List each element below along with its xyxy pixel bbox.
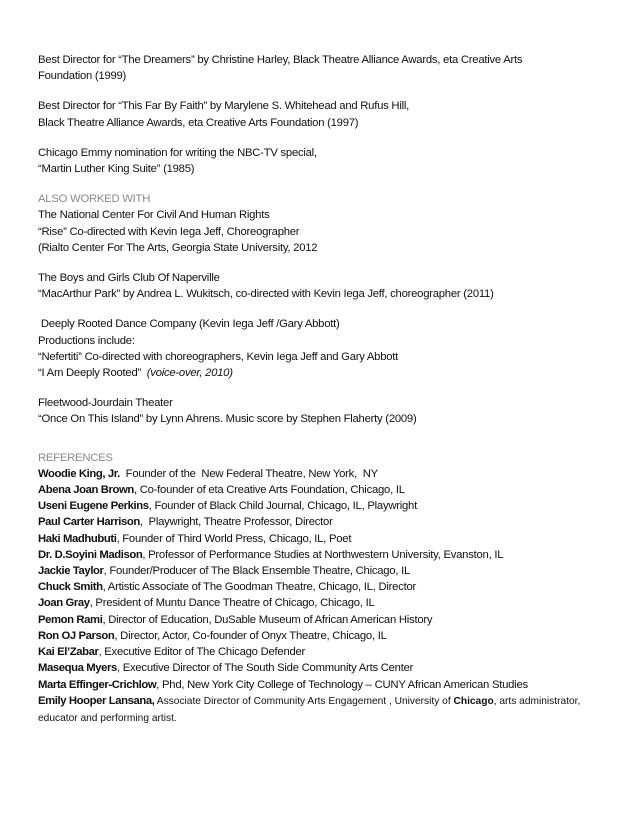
reference-desc: , Founder/Producer of The Black Ensemble Theatre, Chicago, IL — [103, 565, 411, 578]
reference-item — [38, 498, 600, 514]
work-line — [38, 365, 600, 381]
award-line: “Martin Luther King Suite” (1985) — [38, 163, 195, 176]
reference-item — [38, 693, 600, 727]
references-list — [38, 466, 600, 727]
reference-item — [38, 677, 600, 693]
award-line: Best Director for “The Dreamers” by Christine Harley, Black Theatre Alliance Awards, eta Creative Arts — [38, 54, 523, 66]
reference-item — [38, 628, 600, 644]
reference-desc: , Co-founder of eta Creative Arts Foundation, Chicago, IL — [133, 484, 405, 497]
reference-name: Haki Madhubuti — [38, 532, 117, 545]
reference-desc: , Founder of Black Child Journal, Chicago, IL, Playwright — [148, 500, 417, 513]
work-entry-deeply-rooted — [38, 316, 600, 381]
award-line: Chicago Emmy nomination for writing the NBC-TV special, — [38, 146, 317, 159]
reference-desc: , Professor of Performance Studies at Northwestern University, Evanston, IL — [142, 548, 504, 561]
work-line: Fleetwood-Jourdain Theater — [38, 397, 173, 410]
work-line: Deeply Rooted Dance Company (Kevin Iega Jeff /Gary Abbott) — [38, 318, 340, 331]
work-line: Productions include: — [38, 334, 135, 347]
award-line: Foundation (1999) — [38, 70, 127, 83]
reference-desc: , President of Muntu Dance Theatre of Chicago, Chicago, IL — [89, 597, 375, 610]
award-entry — [38, 52, 600, 84]
work-line: The Boys and Girls Club Of Naperville — [38, 272, 220, 285]
reference-desc: , Director, Actor, Co-founder of Onyx Theatre, Chicago, IL — [114, 629, 387, 642]
work-line: The National Center For Civil And Human Rights — [38, 209, 270, 222]
production-title: “I Am Deeply Rooted” — [38, 367, 147, 380]
reference-item — [38, 644, 600, 660]
reference-desc: , Executive Director of The South Side Community Arts Center — [116, 662, 414, 675]
reference-item — [38, 595, 600, 611]
reference-name: Masequa Myers — [38, 662, 117, 675]
reference-name: Abena Joan Brown — [38, 484, 134, 497]
reference-name: Dr. D.Soyini Madison — [38, 548, 143, 561]
reference-desc: , Playwright, Theatre Professor, Director — [139, 516, 333, 529]
reference-name: Marta Effinger-Crichlow — [38, 678, 157, 691]
reference-name: Emily Hooper Lansana, — [38, 694, 155, 707]
reference-desc: , Artistic Associate of The Goodman Theatre, Chicago, IL, Director — [102, 581, 417, 594]
reference-item — [38, 660, 600, 676]
reference-desc: , Founder of Third World Press, Chicago, IL, Poet — [116, 532, 352, 545]
work-line: “Nefertiti” Co-directed with choreographers, Kevin Iega Jeff and Gary Abbott — [38, 350, 399, 363]
reference-name: Kai El’Zabar — [38, 646, 99, 659]
production-note: (voice-over, 2010) — [146, 367, 233, 380]
work-entry-fleetwood — [38, 395, 600, 427]
award-entry — [38, 145, 600, 177]
reference-desc: , Executive Editor of The Chicago Defender — [98, 646, 306, 659]
reference-name: Paul Carter Harrison — [38, 516, 140, 529]
reference-name: Chuck Smith — [38, 581, 103, 594]
reference-name: Useni Eugene Perkins — [38, 500, 149, 513]
work-entry-national-center — [38, 207, 600, 256]
reference-name: Joan Gray — [38, 597, 90, 610]
resume-content — [38, 52, 600, 727]
reference-desc: , arts administrator, educator and performing artist. — [38, 695, 581, 724]
reference-desc: , Phd, New York City College of Technology – CUNY African American Studies — [156, 678, 528, 691]
references-heading: REFERENCES — [38, 451, 113, 464]
work-line: “MacArthur Park” by Andrea L. Wukitsch, co-directed with Kevin Iega Jeff, choreographer (2011) — [38, 288, 494, 301]
reference-name: Pemon Rami — [38, 613, 103, 626]
award-line: Black Theatre Alliance Awards, eta Creative Arts Foundation (1997) — [38, 116, 359, 129]
reference-item — [38, 531, 600, 547]
reference-item — [38, 466, 600, 482]
work-line: (Rialto Center For The Arts, Georgia State University, 2012 — [38, 241, 318, 254]
reference-item — [38, 547, 600, 563]
reference-desc: Associate Director of Community Arts Engagement , University of — [154, 695, 454, 707]
work-entry-boys-girls-club — [38, 270, 600, 302]
reference-desc-emphasis: Chicago — [453, 695, 494, 707]
reference-desc: Founder of the New Federal Theatre, New York, NY — [119, 467, 378, 480]
reference-desc: , Director of Education, DuSable Museum of African American History — [102, 613, 433, 626]
reference-item — [38, 579, 600, 595]
reference-item — [38, 612, 600, 628]
award-line: Best Director for “This Far By Faith” by Marylene S. Whitehead and Rufus Hill, — [38, 100, 410, 113]
award-entry — [38, 98, 600, 130]
reference-name: Ron OJ Parson — [38, 629, 115, 642]
also-worked-with-heading: ALSO WORKED WITH — [38, 193, 151, 206]
work-line: “Rise” Co-directed with Kevin Iega Jeff, Choreographer — [38, 225, 300, 238]
reference-name: Jackie Taylor — [38, 565, 104, 578]
reference-item — [38, 514, 600, 530]
work-line: “Once On This Island” by Lynn Ahrens. Music score by Stephen Flaherty (2009) — [38, 413, 417, 426]
reference-item — [38, 482, 600, 498]
reference-name: Woodie King, Jr. — [38, 467, 120, 480]
reference-item — [38, 563, 600, 579]
